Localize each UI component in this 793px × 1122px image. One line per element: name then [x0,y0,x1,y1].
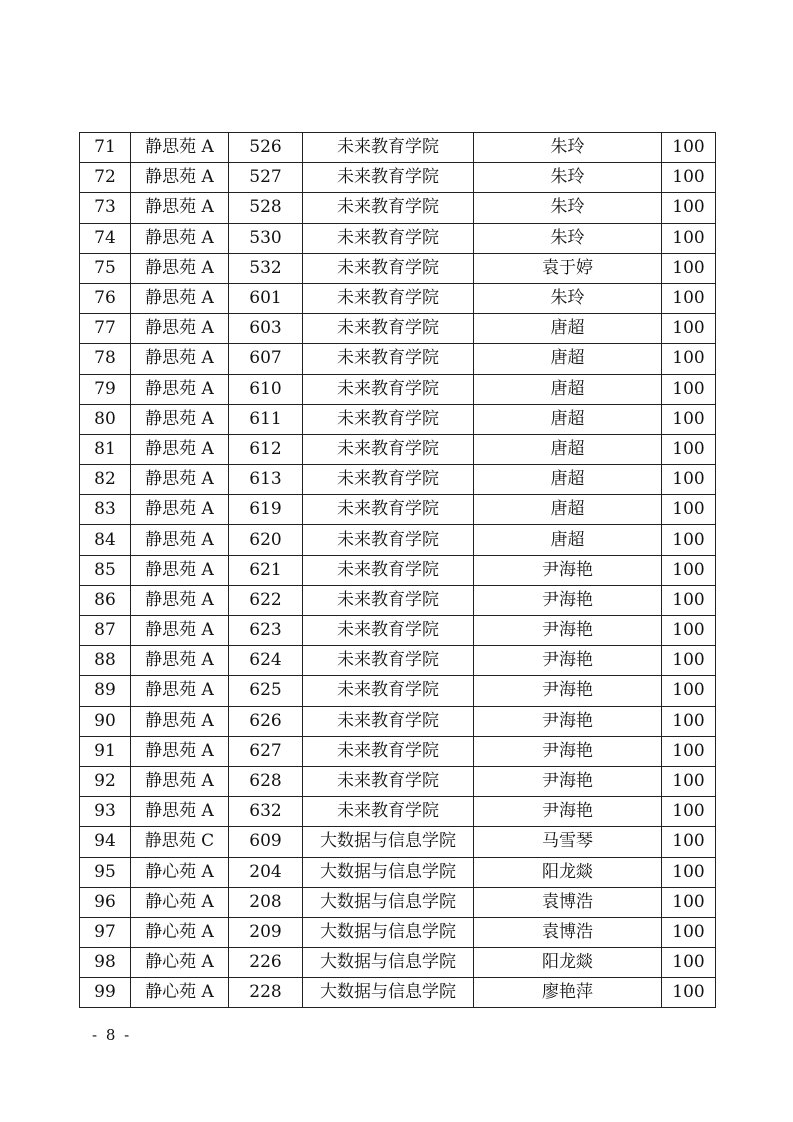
building-cell: 静心苑 A [131,917,229,947]
building-cell: 静思苑 A [131,766,229,796]
building-cell: 静心苑 A [131,857,229,887]
table-row [80,374,716,404]
dormitory-score-table [79,132,716,1008]
table-row [80,434,716,464]
building-cell: 静思苑 A [131,223,229,253]
room-number-cell: 208 [229,887,303,917]
row-number-cell: 91 [80,736,131,766]
building-cell: 静思苑 A [131,616,229,646]
score-cell: 100 [662,374,716,404]
score-cell: 100 [662,978,716,1008]
college-cell: 大数据与信息学院 [303,917,474,947]
college-cell: 未来教育学院 [303,404,474,434]
college-cell: 未来教育学院 [303,193,474,223]
room-number-cell: 228 [229,978,303,1008]
table-row [80,797,716,827]
college-cell: 未来教育学院 [303,797,474,827]
room-number-cell: 611 [229,404,303,434]
room-number-cell: 607 [229,344,303,374]
room-number-cell: 619 [229,495,303,525]
room-number-cell: 626 [229,706,303,736]
score-cell: 100 [662,766,716,796]
score-cell: 100 [662,163,716,193]
row-number-cell: 76 [80,283,131,313]
score-cell: 100 [662,616,716,646]
table-row [80,163,716,193]
row-number-cell: 87 [80,616,131,646]
building-cell: 静思苑 A [131,465,229,495]
college-cell: 未来教育学院 [303,223,474,253]
building-cell: 静思苑 C [131,827,229,857]
score-cell: 100 [662,253,716,283]
staff-name-cell: 朱玲 [474,283,662,313]
staff-name-cell: 唐超 [474,314,662,344]
building-cell: 静思苑 A [131,434,229,464]
staff-name-cell: 阳龙燚 [474,948,662,978]
room-number-cell: 526 [229,133,303,163]
table-row [80,223,716,253]
college-cell: 未来教育学院 [303,495,474,525]
row-number-cell: 72 [80,163,131,193]
room-number-cell: 627 [229,736,303,766]
college-cell: 未来教育学院 [303,766,474,796]
table-row [80,706,716,736]
dormitory-score-table-container [79,132,715,1008]
table-row [80,646,716,676]
table-row [80,736,716,766]
room-number-cell: 603 [229,314,303,344]
staff-name-cell: 廖艳萍 [474,978,662,1008]
staff-name-cell: 阳龙燚 [474,857,662,887]
table-row [80,253,716,283]
staff-name-cell: 唐超 [474,525,662,555]
row-number-cell: 77 [80,314,131,344]
staff-name-cell: 尹海艳 [474,646,662,676]
row-number-cell: 95 [80,857,131,887]
staff-name-cell: 唐超 [474,404,662,434]
room-number-cell: 530 [229,223,303,253]
score-cell: 100 [662,465,716,495]
row-number-cell: 92 [80,766,131,796]
staff-name-cell: 朱玲 [474,223,662,253]
college-cell: 未来教育学院 [303,736,474,766]
building-cell: 静思苑 A [131,646,229,676]
score-cell: 100 [662,948,716,978]
score-cell: 100 [662,283,716,313]
table-row [80,948,716,978]
room-number-cell: 612 [229,434,303,464]
score-cell: 100 [662,676,716,706]
staff-name-cell: 袁博浩 [474,917,662,947]
table-row [80,827,716,857]
score-cell: 100 [662,706,716,736]
table-row [80,133,716,163]
room-number-cell: 527 [229,163,303,193]
row-number-cell: 83 [80,495,131,525]
building-cell: 静思苑 A [131,163,229,193]
staff-name-cell: 袁于婷 [474,253,662,283]
score-cell: 100 [662,736,716,766]
building-cell: 静思苑 A [131,676,229,706]
table-row [80,616,716,646]
staff-name-cell: 尹海艳 [474,766,662,796]
building-cell: 静思苑 A [131,133,229,163]
building-cell: 静思苑 A [131,193,229,223]
building-cell: 静思苑 A [131,555,229,585]
score-cell: 100 [662,555,716,585]
score-cell: 100 [662,314,716,344]
building-cell: 静思苑 A [131,525,229,555]
table-row [80,465,716,495]
staff-name-cell: 朱玲 [474,133,662,163]
table-row [80,314,716,344]
page-number: - 8 - [92,1026,132,1044]
table-row [80,283,716,313]
college-cell: 未来教育学院 [303,676,474,706]
staff-name-cell: 尹海艳 [474,676,662,706]
score-cell: 100 [662,344,716,374]
room-number-cell: 621 [229,555,303,585]
row-number-cell: 71 [80,133,131,163]
staff-name-cell: 尹海艳 [474,555,662,585]
row-number-cell: 80 [80,404,131,434]
score-cell: 100 [662,223,716,253]
college-cell: 未来教育学院 [303,314,474,344]
row-number-cell: 84 [80,525,131,555]
room-number-cell: 601 [229,283,303,313]
college-cell: 未来教育学院 [303,163,474,193]
college-cell: 未来教育学院 [303,706,474,736]
room-number-cell: 613 [229,465,303,495]
college-cell: 大数据与信息学院 [303,978,474,1008]
room-number-cell: 625 [229,676,303,706]
building-cell: 静思苑 A [131,797,229,827]
score-cell: 100 [662,797,716,827]
college-cell: 未来教育学院 [303,616,474,646]
staff-name-cell: 尹海艳 [474,585,662,615]
row-number-cell: 97 [80,917,131,947]
building-cell: 静思苑 A [131,495,229,525]
staff-name-cell: 尹海艳 [474,797,662,827]
row-number-cell: 86 [80,585,131,615]
score-cell: 100 [662,404,716,434]
room-number-cell: 226 [229,948,303,978]
table-row [80,344,716,374]
score-cell: 100 [662,495,716,525]
building-cell: 静心苑 A [131,948,229,978]
room-number-cell: 610 [229,374,303,404]
room-number-cell: 532 [229,253,303,283]
building-cell: 静思苑 A [131,283,229,313]
building-cell: 静思苑 A [131,404,229,434]
building-cell: 静思苑 A [131,253,229,283]
staff-name-cell: 尹海艳 [474,706,662,736]
building-cell: 静思苑 A [131,585,229,615]
college-cell: 大数据与信息学院 [303,857,474,887]
staff-name-cell: 唐超 [474,374,662,404]
score-cell: 100 [662,193,716,223]
college-cell: 未来教育学院 [303,646,474,676]
room-number-cell: 624 [229,646,303,676]
room-number-cell: 209 [229,917,303,947]
room-number-cell: 632 [229,797,303,827]
table-row [80,495,716,525]
table-row [80,978,716,1008]
row-number-cell: 75 [80,253,131,283]
row-number-cell: 93 [80,797,131,827]
row-number-cell: 90 [80,706,131,736]
staff-name-cell: 马雪琴 [474,827,662,857]
building-cell: 静心苑 A [131,978,229,1008]
row-number-cell: 85 [80,555,131,585]
score-cell: 100 [662,133,716,163]
college-cell: 大数据与信息学院 [303,887,474,917]
room-number-cell: 528 [229,193,303,223]
score-cell: 100 [662,434,716,464]
row-number-cell: 73 [80,193,131,223]
row-number-cell: 81 [80,434,131,464]
room-number-cell: 609 [229,827,303,857]
row-number-cell: 99 [80,978,131,1008]
table-row [80,525,716,555]
table-row [80,766,716,796]
building-cell: 静思苑 A [131,344,229,374]
table-row [80,857,716,887]
staff-name-cell: 袁博浩 [474,887,662,917]
college-cell: 未来教育学院 [303,585,474,615]
row-number-cell: 78 [80,344,131,374]
college-cell: 未来教育学院 [303,374,474,404]
building-cell: 静思苑 A [131,374,229,404]
college-cell: 大数据与信息学院 [303,827,474,857]
score-cell: 100 [662,646,716,676]
row-number-cell: 94 [80,827,131,857]
score-cell: 100 [662,857,716,887]
staff-name-cell: 唐超 [474,465,662,495]
table-body [80,133,716,1008]
row-number-cell: 96 [80,887,131,917]
building-cell: 静心苑 A [131,887,229,917]
table-row [80,676,716,706]
room-number-cell: 622 [229,585,303,615]
room-number-cell: 620 [229,525,303,555]
college-cell: 大数据与信息学院 [303,948,474,978]
building-cell: 静思苑 A [131,736,229,766]
room-number-cell: 628 [229,766,303,796]
college-cell: 未来教育学院 [303,434,474,464]
table-row [80,193,716,223]
row-number-cell: 79 [80,374,131,404]
table-row [80,555,716,585]
staff-name-cell: 朱玲 [474,193,662,223]
score-cell: 100 [662,585,716,615]
room-number-cell: 623 [229,616,303,646]
table-row [80,917,716,947]
college-cell: 未来教育学院 [303,525,474,555]
college-cell: 未来教育学院 [303,555,474,585]
table-row [80,404,716,434]
college-cell: 未来教育学院 [303,133,474,163]
score-cell: 100 [662,917,716,947]
building-cell: 静思苑 A [131,706,229,736]
staff-name-cell: 唐超 [474,434,662,464]
room-number-cell: 204 [229,857,303,887]
table-row [80,887,716,917]
row-number-cell: 88 [80,646,131,676]
college-cell: 未来教育学院 [303,253,474,283]
college-cell: 未来教育学院 [303,344,474,374]
row-number-cell: 98 [80,948,131,978]
row-number-cell: 82 [80,465,131,495]
staff-name-cell: 朱玲 [474,163,662,193]
score-cell: 100 [662,827,716,857]
row-number-cell: 74 [80,223,131,253]
building-cell: 静思苑 A [131,314,229,344]
college-cell: 未来教育学院 [303,465,474,495]
score-cell: 100 [662,887,716,917]
staff-name-cell: 尹海艳 [474,616,662,646]
staff-name-cell: 尹海艳 [474,736,662,766]
row-number-cell: 89 [80,676,131,706]
table-row [80,585,716,615]
score-cell: 100 [662,525,716,555]
college-cell: 未来教育学院 [303,283,474,313]
staff-name-cell: 唐超 [474,495,662,525]
staff-name-cell: 唐超 [474,344,662,374]
